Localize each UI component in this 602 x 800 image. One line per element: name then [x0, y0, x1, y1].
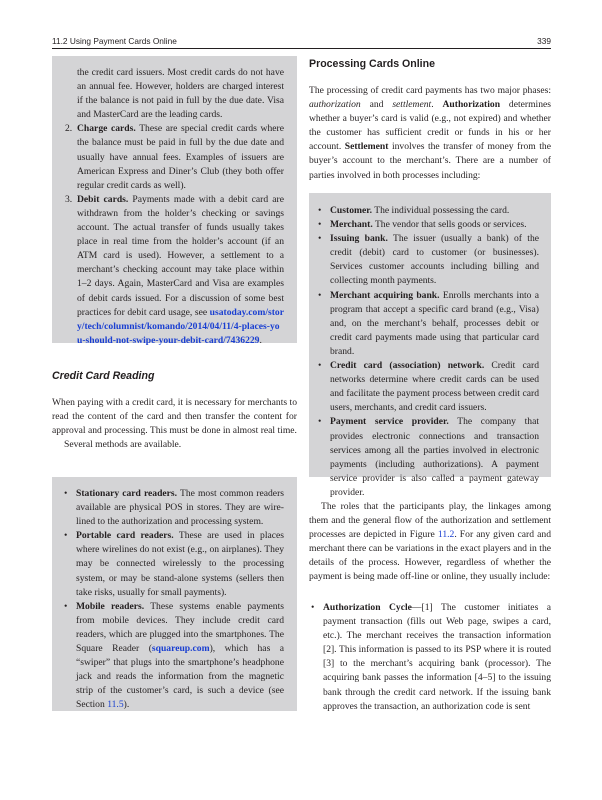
credit-cards-continuation: the credit card issuers. Most credit cards do not have an annual fee. However, holders are charged interest if the balance is not paid in full by the due date. Visa and MasterCard are the leading cards.	[77, 67, 284, 121]
card-readers-box	[52, 477, 297, 711]
roles-paragraph: The roles that the participants play, the linkages among them and the general flow of the authorization and settlement processes are depicted in Figure 11.2. For any given card and merchant there can be variations in the exact players and in the details of the process. However, regardless of whether the payment is being made off-line or online, they usually include:	[309, 501, 551, 583]
term-debit-cards: Debit cards.	[77, 193, 129, 205]
usatoday-link[interactable]: usatoday.com/story/tech/columnist/komando/2014/04/11/4-places-you-should-not-swipe-your-debit-card/7436229	[77, 306, 284, 346]
term-charge-cards: Charge cards.	[77, 123, 136, 135]
card-readers-list	[62, 487, 284, 713]
list-item-merchant: • Merchant. The vendor that sells goods or services.	[318, 219, 527, 231]
section-11-5-link[interactable]: 11.5	[107, 699, 124, 711]
section-title: 11.2 Using Payment Cards Online	[52, 36, 177, 46]
parties-list	[316, 204, 539, 500]
list-item-customer: • Customer. The individual possessing the card.	[318, 205, 510, 216]
list-item-acquiring-bank: • Merchant acquiring bank. Enrolls merchants into a program that accept a specific card brand (e.g., Visa) and, on the merchant’s behalf, processes debit or credit card payments made using that particular card brand.	[318, 289, 540, 357]
parties-box	[309, 193, 551, 498]
processing-cards-heading: Processing Cards Online	[309, 58, 435, 70]
credit-card-reading-text	[52, 396, 297, 452]
page-number: 339	[537, 36, 551, 46]
credit-card-reading-heading: Credit Card Reading	[52, 370, 155, 382]
card-types-box	[52, 56, 297, 346]
credit-card-reading-para2: Several methods are available.	[64, 439, 182, 451]
list-item-charge-cards: 2. Charge cards. These are special credit cards where the balance must be paid in full by the due date and usually have annual fees. Examples of issuers are American Express and Diner’s Club (they both offer regular credit cards as well).	[65, 123, 284, 191]
list-item-issuing-bank: • Issuing bank. The issuer (usually a bank) of the credit (debit) card to customer (or businesses). Services customer accounts including billing and collecting month payments.	[318, 233, 540, 287]
list-item-card-network: • Credit card (association) network. Credit card networks determine where credit cards can be used and facilitate the payment process between credit card users, merchants, and credit card issuers.	[318, 360, 539, 414]
authorization-cycle: • Authorization Cycle—[1] The customer initiates a payment transaction (fills out Web page, swipes a card, etc.). The merchant receives the transaction information [2]. This information is passed to its PSP where it is routed [3] to the merchant’s acquiring bank (processor). The acquiring bank passes the information [4–5] to the issuing bank through the credit card network. If the issuing bank approves the transaction, an authorization code is sent	[311, 602, 551, 712]
squareup-link[interactable]: squareup.com	[151, 643, 210, 655]
list-item-portable-readers: • Portable card readers. These are used in places where wirelines do not exist (e.g., on airplanes). They may be connected wirelessly to the processing system, or may be stand-alone systems (sellers then take risks, usually for small payments).	[64, 530, 284, 598]
list-item-payment-service-provider: • Payment service provider. The company that provides electronic connections and transaction services among all the parties involved in electronic payments (including authorizations). A payment service provider is also called a payment gateway provider.	[318, 416, 539, 498]
processing-intro: The processing of credit card payments has two major phases: authorization and settlement. Authorization determines whether a buyer’s card is valid (e.g., not expired) and whether the customer has sufficient credit or funds in his or her account. Settlement involves the transfer of money from the buyer’s account to the merchant’s. There are a number of parties involved in both processes including:	[309, 85, 551, 181]
header-rule	[52, 48, 551, 49]
credit-card-reading-para1: When paying with a credit card, it is necessary for merchants to read the content of the card and then transfer the content for approval and processing. This must be done in almost real time.	[52, 397, 297, 437]
list-item-stationary-readers: • Stationary card readers. The most common readers available are physical POS in stores. They are wire-lined to the authorization and processing system.	[64, 488, 284, 528]
list-item-mobile-readers: • Mobile readers. These systems enable payments from mobile devices. They include credit card readers, which are plugged into the smartphones. The Square Reader (squareup.com), which has a “swiper” that plugs into the smartphone’s headphone jack and reads the information from the magnetic strip of the customer’s card, is such a device (see Section 11.5).	[64, 600, 284, 711]
card-types-list	[65, 66, 284, 348]
figure-11-2-link[interactable]: 11.2	[437, 529, 455, 541]
list-item-debit-cards: 3. Debit cards. Payments made with a debit card are withdrawn from the holder’s checking or savings account. The actual transfer of funds usually takes place in real time from the holder’s account (if an ATM card is used). However, a settlement to a merchant’s checking account may take place within 1–2 days. Again, MasterCard and Visa are examples of debit cards issued. For a discussion of some best practices for debit card usage, see usatoday.com/story/tech/columnist/komando/2014/04/11/4-places-you-should-not-swipe-your-debit-card/7436229.	[65, 193, 284, 346]
term-authorization-cycle: Authorization Cycle	[323, 602, 412, 613]
